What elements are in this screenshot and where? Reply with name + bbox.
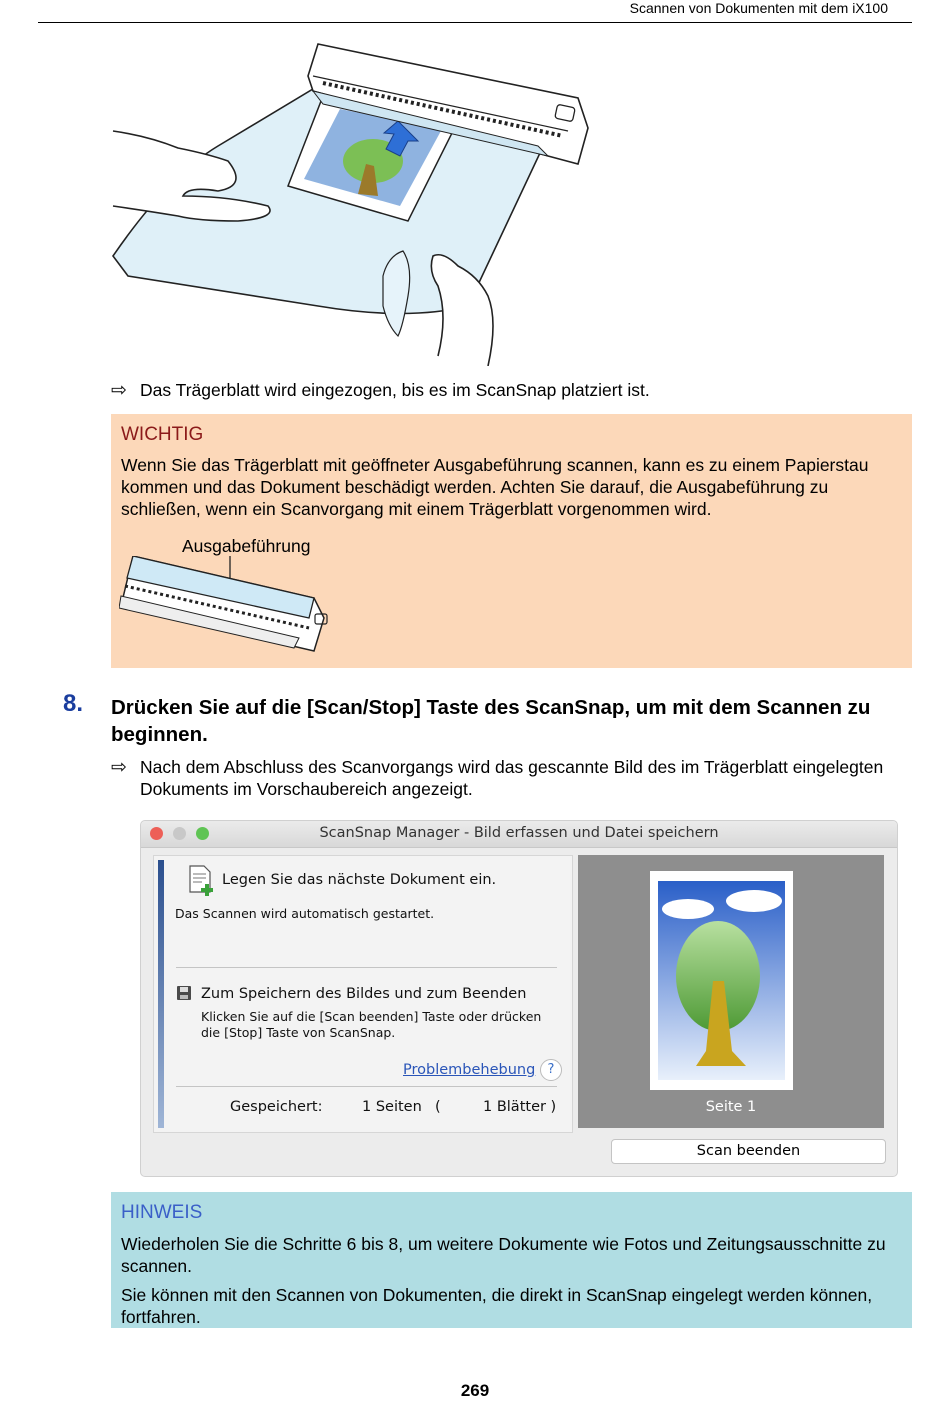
scansnap-dialog-window xyxy=(140,820,898,1177)
saved-label: Gespeichert: xyxy=(230,1099,323,1115)
step-text: Drücken Sie auf die [Scan/Stop] Taste des ScanSnap, um mit dem Scannen zu beginnen. xyxy=(111,696,871,746)
hint-text-1: Wiederholen Sie die Schritte 6 bis 8, um weitere Dokumente wie Fotos und Zeitungsausschnitte zu scannen. xyxy=(121,1234,886,1276)
header-rule xyxy=(38,22,912,23)
saved-sheets-count: 1 Blätter ) xyxy=(483,1099,557,1115)
next-document-heading: Legen Sie das nächste Dokument ein. xyxy=(222,872,497,888)
status-pane xyxy=(153,855,573,1133)
preview-pane xyxy=(578,855,884,1128)
divider-1 xyxy=(176,967,557,968)
save-subtext-line-1: Klicken Sie auf die [Scan beenden] Taste oder drücken xyxy=(201,1009,542,1024)
important-text: Wenn Sie das Trägerblatt mit geöffneter Ausgabeführung scannen, kann es zu einem Papierstau kommen und das Dokument beschädigt werden. Achten Sie darauf, die Ausgabeführung zu schließen, wenn ein Scanvorgang mit einem Trägerblatt vorgenommen wird. xyxy=(121,455,869,519)
divider-2 xyxy=(176,1086,557,1087)
important-label: WICHTIG xyxy=(121,424,204,445)
save-disk-icon xyxy=(176,985,192,1001)
step-result-text: Nach dem Abschluss des Scanvorgangs wird das gescannte Bild des im Trägerblatt eingelegten Dokuments im Vorschaubereich angezeigt. xyxy=(140,757,884,799)
carrier-sheet-feeding-illustration xyxy=(108,36,598,366)
scanned-page-thumbnail[interactable] xyxy=(650,871,793,1090)
important-box xyxy=(111,414,912,668)
finish-scan-button[interactable]: Scan beenden xyxy=(611,1139,886,1164)
window-titlebar xyxy=(141,821,897,848)
save-heading: Zum Speichern des Bildes und zum Beenden xyxy=(201,986,527,1002)
page-header-title: Scannen von Dokumenten mit dem iX100 xyxy=(629,0,888,16)
status-accent-bar xyxy=(158,860,164,1128)
saved-paren-open: ( xyxy=(435,1099,441,1115)
saved-pages-count: 1 Seiten xyxy=(362,1099,422,1115)
hint-text-2: Sie können mit den Scannen von Dokumenten, die direkt in ScanSnap eingelegt werden können, fortfahren. xyxy=(121,1285,873,1327)
window-title: ScanSnap Manager - Bild erfassen und Datei speichern xyxy=(319,825,719,841)
scanned-tree-photo-image xyxy=(658,881,785,1080)
preview-page-label: Seite 1 xyxy=(705,1099,757,1115)
add-document-icon xyxy=(188,864,216,896)
save-subtext-line-2: die [Stop] Taste von ScanSnap. xyxy=(201,1025,396,1040)
troubleshooting-link[interactable]: Problembehebung xyxy=(403,1062,536,1078)
scanner-output-guide-illustration xyxy=(119,556,349,656)
step-result-arrow-icon: ⇨ xyxy=(111,757,127,778)
help-icon: ? xyxy=(547,1062,555,1077)
hint-label: HINWEIS xyxy=(121,1202,203,1223)
result-arrow-icon: ⇨ xyxy=(111,380,127,401)
step-number: 8. xyxy=(63,690,84,717)
next-document-subtext: Das Scannen wird automatisch gestartet. xyxy=(175,906,435,921)
result-text-1: Das Trägerblatt wird eingezogen, bis es im ScanSnap platziert ist. xyxy=(140,380,650,400)
help-button[interactable] xyxy=(540,1059,562,1081)
page-number: 269 xyxy=(460,1381,490,1400)
hint-box xyxy=(111,1192,912,1328)
output-guide-callout: Ausgabeführung xyxy=(182,536,311,556)
